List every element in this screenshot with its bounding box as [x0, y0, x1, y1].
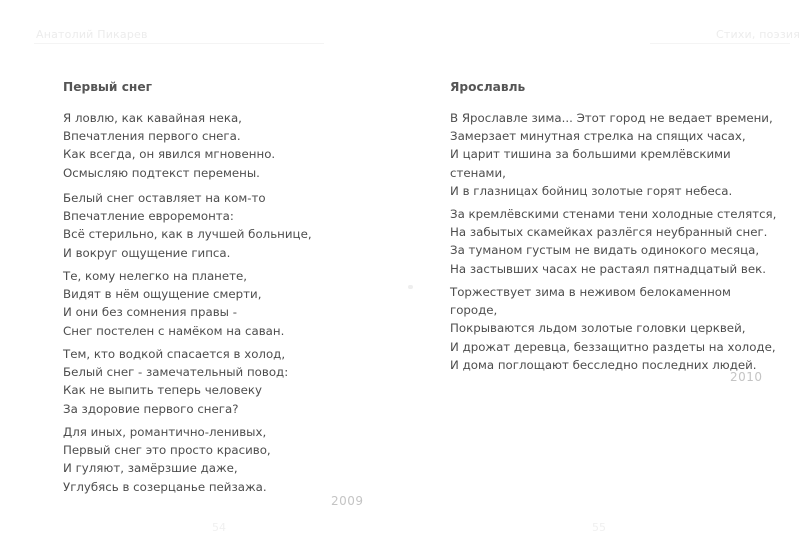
verse-line: Для иных, романтично-ленивых, — [63, 425, 267, 439]
stanza — [63, 345, 288, 418]
verse-line: Как всегда, он явился мгновенно. — [63, 147, 276, 162]
verse-line: Всё стерильно, как в лучшей больнице, — [63, 227, 312, 242]
verse-line: Те, кому нелегко на планете, — [63, 269, 248, 283]
verse-line: За кремлёвскими стенами тени холодные стелятся, — [450, 207, 777, 221]
verse-line: Я ловлю, как кавайная нека, — [63, 111, 242, 125]
verse-line: За туманом густым не видать одинокого месяца, — [450, 243, 760, 258]
poem-year: 2009 — [331, 494, 364, 508]
verse-line: Впечатление евроремонта: — [63, 209, 234, 224]
verse-line: На забытых скамейках разлёгся неубранный снег. — [450, 225, 768, 240]
stanza — [450, 109, 773, 200]
stanza — [63, 189, 312, 262]
stanza — [63, 109, 275, 182]
verse-line: Как не выпить теперь человеку — [63, 383, 263, 398]
page-number-left: 54 — [212, 521, 226, 534]
poem-title: Первый снег — [63, 80, 152, 94]
poem-title: Ярославль — [450, 80, 526, 94]
verse-line: И царит тишина за большими кремлёвскими — [450, 147, 731, 162]
verse-line: Замерзает минутная стрелка на спящих часах, — [450, 129, 746, 144]
verse-line: За здоровие первого снега? — [63, 401, 239, 416]
verse-line: Осмысляю подтекст перемены. — [63, 165, 260, 180]
verse-line: И дрожат деревца, беззащитно раздеты на холоде, — [450, 339, 776, 354]
running-head-right: Стихи, поэзия — [716, 28, 801, 41]
verse-line: На застывших часах не растаял пятнадцатый век. — [450, 261, 766, 276]
verse-line: Белый снег оставляет на ком-то — [63, 191, 266, 205]
verse-line: И в глазницах бойниц золотые горят небеса. — [450, 183, 733, 198]
verse-line: Углубясь в созерцанье пейзажа. — [63, 479, 267, 494]
stanza — [450, 283, 776, 374]
page-number-right: 55 — [592, 521, 606, 534]
verse-line: Торжествует зима в неживом белокаменном — [450, 285, 731, 299]
running-head-left: Анатолий Пикарев — [36, 28, 148, 41]
verse-line: Снег постелен с намёком на саван. — [63, 323, 285, 338]
verse-line: стенами, — [450, 165, 506, 180]
verse-line: И они без сомнения правы - — [63, 305, 237, 320]
verse-line: И дома поглощают бесследно последних людей. — [450, 357, 757, 372]
verse-line: Впечатления первого снега. — [63, 129, 241, 144]
running-head-rule-left — [34, 43, 324, 44]
verse-line: И гуляют, замёрзшие даже, — [63, 461, 238, 476]
running-head-rule-right — [650, 43, 790, 44]
verse-line: городе, — [450, 303, 498, 318]
stanza — [63, 423, 271, 496]
verse-line: Видят в нём ощущение смерти, — [63, 287, 262, 302]
verse-line: Покрываются льдом золотые головки церквей, — [450, 321, 746, 336]
verse-line: Тем, кто водкой спасается в холод, — [63, 347, 286, 361]
stanza — [450, 205, 776, 278]
gutter-mark — [408, 285, 413, 289]
stanza — [63, 267, 284, 340]
verse-line: И вокруг ощущение гипса. — [63, 245, 231, 260]
verse-line: Первый снег это просто красиво, — [63, 443, 271, 458]
verse-line: Белый снег - замечательный повод: — [63, 365, 289, 380]
poem-year: 2010 — [730, 370, 763, 384]
verse-line: В Ярославле зима... Этот город не ведает времени, — [450, 111, 773, 125]
